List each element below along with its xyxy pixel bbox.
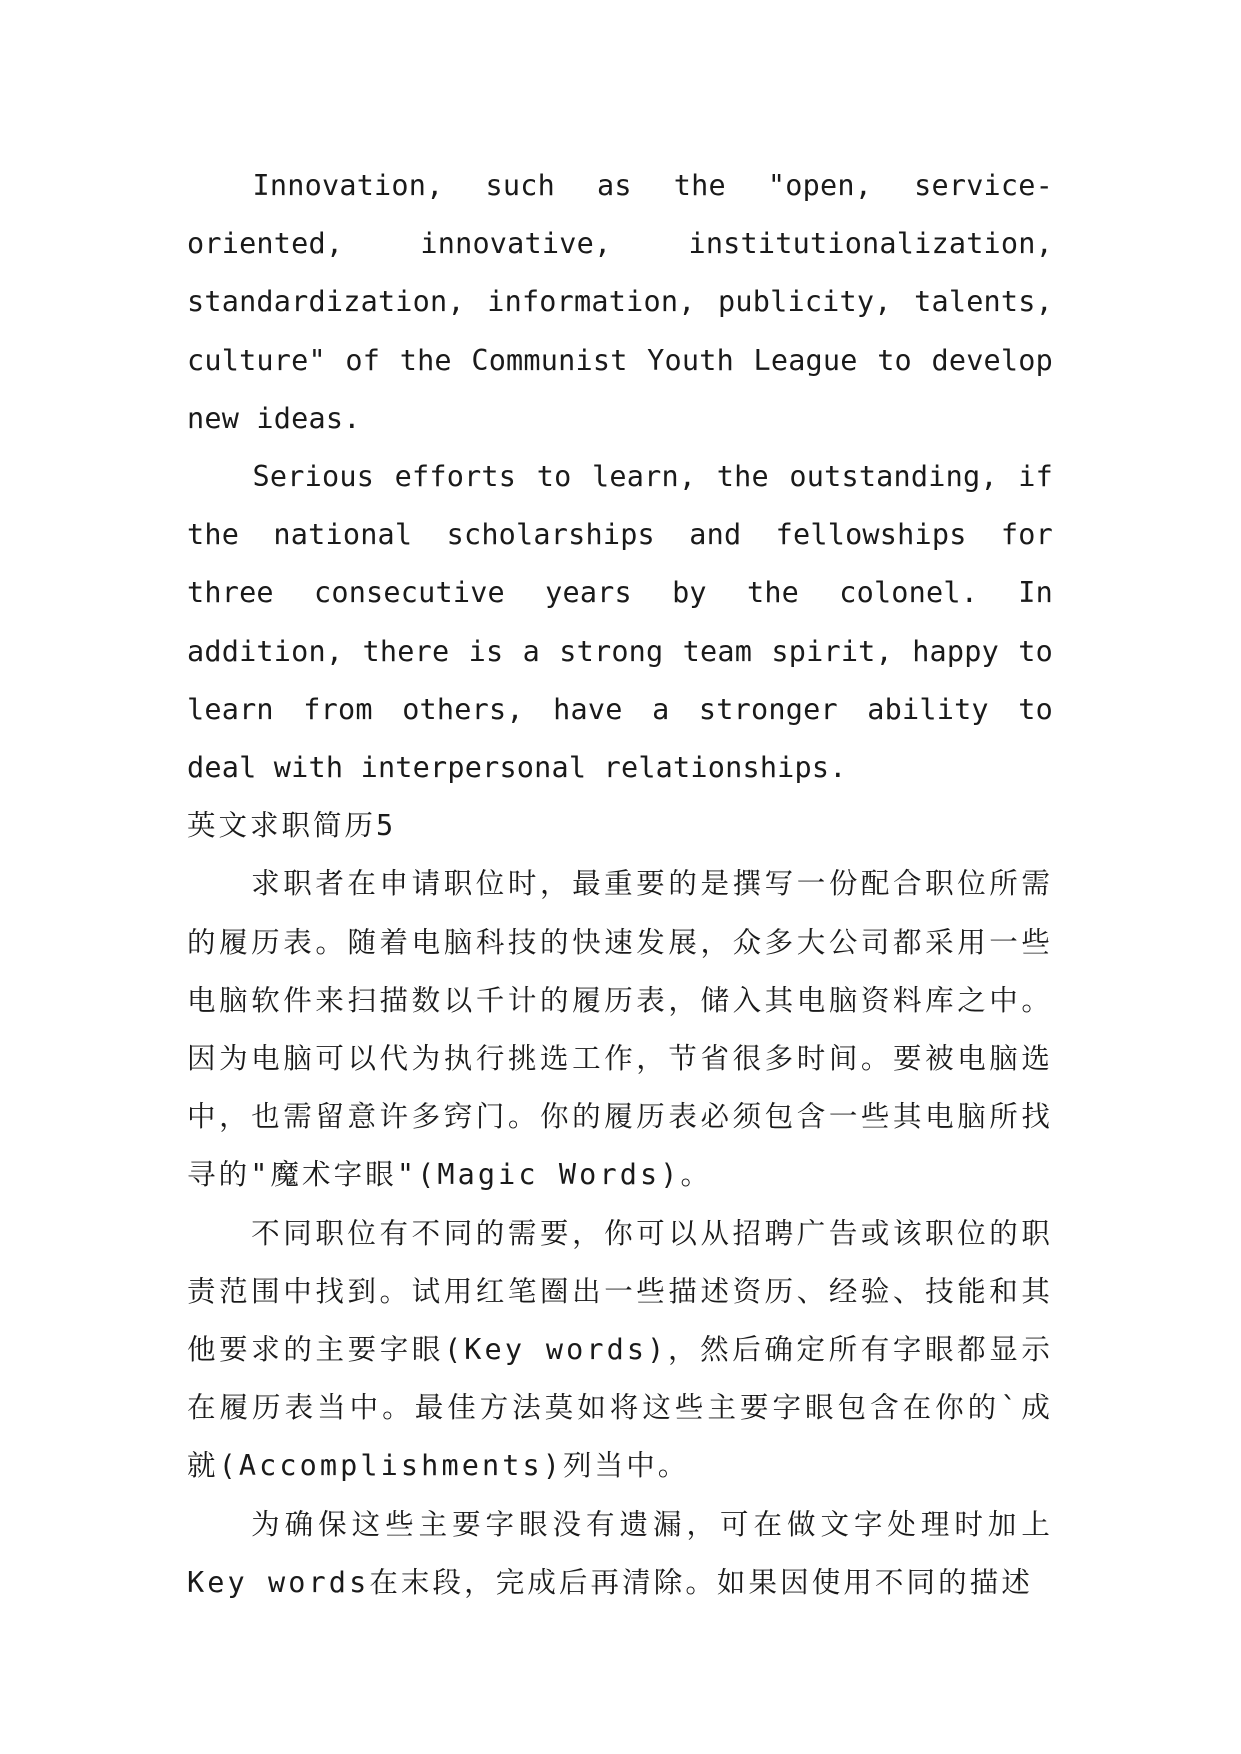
- paragraph-resume-intro: 求职者在申请职位时，最重要的是撰写一份配合职位所需的履历表。随着电脑科技的快速发展，众多大公司都采用一些电脑软件来扫描数以千计的履历表，储入其电脑资料库之中。因为电脑可以代为执行挑选工作，节省很多时间。要被电脑选中，也需留意许多窍门。你的履历表必须包含一些其电脑所找寻的"魔术字眼"(Magic Words)。: [187, 867, 1053, 1192]
- paragraph-serious-efforts: Serious efforts to learn, the outstanding, if the national scholarships and fellowships for three consecutive years by the colonel. In addition, there is a strong team spirit, happy to learn from others, have a stronger ability to deal with interpersonal relationships.: [187, 460, 1053, 785]
- paragraph-ensure-keywords: 为确保这些主要字眼没有遗漏，可在做文字处理时加上Key words在末段，完成后再清除。如果因使用不同的描述: [187, 1507, 1053, 1599]
- section-heading: 英文求职简历5: [187, 809, 397, 843]
- paragraph-key-words: 不同职位有不同的需要，你可以从招聘广告或该职位的职责范围中找到。试用红笔圈出一些描述资历、经验、技能和其他要求的主要字眼(Key words)，然后确定所有字眼都显示在履历表当中。最佳方法莫如将这些主要字眼包含在你的`成就(Accomplishments)列当中。: [187, 1216, 1053, 1483]
- paragraph-innovation: Innovation, such as the "open, service-oriented, innovative, institutionalization, standardization, information, publicity, talents, culture" of the Communist Youth League to develop new ideas.: [187, 169, 1053, 435]
- document-page: [187, 157, 1053, 1612]
